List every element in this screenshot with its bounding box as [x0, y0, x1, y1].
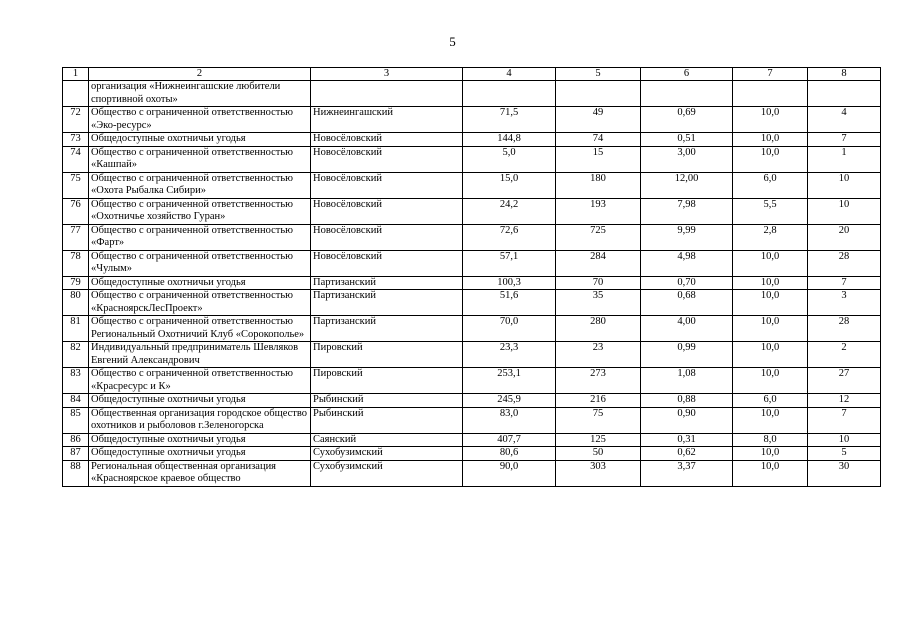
cell-col-7: 2,8	[733, 224, 808, 250]
cell-col-6: 0,88	[641, 394, 733, 408]
cell-col-5: 284	[556, 250, 641, 276]
cell-col-8: 5	[808, 447, 881, 461]
cell-col-5: 49	[556, 107, 641, 133]
organization-name: Общественная организация городское общество охотников и рыболовов г.Зеленогорска	[89, 407, 311, 433]
table-row	[63, 146, 881, 172]
district-name: Партизанский	[311, 276, 463, 290]
column-header: 8	[808, 68, 881, 81]
column-header: 1	[63, 68, 89, 81]
cell-col-7: 10,0	[733, 460, 808, 486]
cell-col-8: 7	[808, 133, 881, 147]
cell-col-4	[463, 81, 556, 107]
cell-col-6: 9,99	[641, 224, 733, 250]
cell-col-5: 74	[556, 133, 641, 147]
organization-name: Общество с ограниченной ответственностью «Фарт»	[89, 224, 311, 250]
cell-col-5: 216	[556, 394, 641, 408]
table-row	[63, 447, 881, 461]
cell-col-4: 90,0	[463, 460, 556, 486]
column-header: 3	[311, 68, 463, 81]
cell-col-7: 5,5	[733, 198, 808, 224]
organization-name: Общество с ограниченной ответственностью «Охотничье хозяйство Гуран»	[89, 198, 311, 224]
district-name: Новосёловский	[311, 224, 463, 250]
cell-col-6: 4,98	[641, 250, 733, 276]
cell-col-8: 30	[808, 460, 881, 486]
cell-col-4: 144,8	[463, 133, 556, 147]
table-row	[63, 81, 881, 107]
cell-col-5: 180	[556, 172, 641, 198]
cell-col-6: 0,62	[641, 447, 733, 461]
cell-col-6: 0,68	[641, 290, 733, 316]
row-number: 74	[63, 146, 89, 172]
cell-col-6	[641, 81, 733, 107]
cell-col-7: 10,0	[733, 342, 808, 368]
organization-name: Общество с ограниченной ответственностью Региональный Охотничий Клуб «Сорокополье»	[89, 316, 311, 342]
cell-col-8: 28	[808, 316, 881, 342]
cell-col-8: 10	[808, 198, 881, 224]
cell-col-5: 15	[556, 146, 641, 172]
organization-name: Общедоступные охотничьи угодья	[89, 133, 311, 147]
cell-col-5: 280	[556, 316, 641, 342]
cell-col-5: 193	[556, 198, 641, 224]
row-number: 85	[63, 407, 89, 433]
cell-col-7: 10,0	[733, 290, 808, 316]
district-name: Пировский	[311, 342, 463, 368]
table-row	[63, 276, 881, 290]
cell-col-8: 7	[808, 407, 881, 433]
district-name: Саянский	[311, 433, 463, 447]
table-row	[63, 394, 881, 408]
page-number: 5	[449, 34, 456, 49]
cell-col-4: 51,6	[463, 290, 556, 316]
cell-col-4: 23,3	[463, 342, 556, 368]
district-name	[311, 81, 463, 107]
cell-col-7: 10,0	[733, 250, 808, 276]
cell-col-8: 28	[808, 250, 881, 276]
column-header: 2	[89, 68, 311, 81]
cell-col-4: 70,0	[463, 316, 556, 342]
district-name: Партизанский	[311, 290, 463, 316]
organization-name: Общедоступные охотничьи угодья	[89, 276, 311, 290]
cell-col-7: 10,0	[733, 107, 808, 133]
organization-name: Общество с ограниченной ответственностью «КрасноярскЛесПроект»	[89, 290, 311, 316]
column-header: 4	[463, 68, 556, 81]
table-row	[63, 107, 881, 133]
cell-col-4: 407,7	[463, 433, 556, 447]
row-number: 77	[63, 224, 89, 250]
district-name: Новосёловский	[311, 250, 463, 276]
cell-col-8: 10	[808, 172, 881, 198]
cell-col-6: 1,08	[641, 368, 733, 394]
row-number: 83	[63, 368, 89, 394]
cell-col-6: 0,51	[641, 133, 733, 147]
cell-col-8: 1	[808, 146, 881, 172]
district-name: Новосёловский	[311, 172, 463, 198]
organization-name: Общедоступные охотничьи угодья	[89, 394, 311, 408]
organization-name: Индивидуальный предприниматель Шевляков Евгений Александрович	[89, 342, 311, 368]
organization-name: Общедоступные охотничьи угодья	[89, 447, 311, 461]
cell-col-8: 2	[808, 342, 881, 368]
cell-col-5: 23	[556, 342, 641, 368]
cell-col-5: 125	[556, 433, 641, 447]
organization-name: Общедоступные охотничьи угодья	[89, 433, 311, 447]
organization-name: Общество с ограниченной ответственностью «Кашпай»	[89, 146, 311, 172]
cell-col-7: 10,0	[733, 133, 808, 147]
cell-col-6: 3,00	[641, 146, 733, 172]
cell-col-6: 0,70	[641, 276, 733, 290]
table-row	[63, 460, 881, 486]
cell-col-6: 0,90	[641, 407, 733, 433]
district-name: Партизанский	[311, 316, 463, 342]
cell-col-8: 27	[808, 368, 881, 394]
table-body	[63, 81, 881, 487]
cell-col-6: 3,37	[641, 460, 733, 486]
cell-col-5: 70	[556, 276, 641, 290]
column-header: 5	[556, 68, 641, 81]
cell-col-7: 10,0	[733, 447, 808, 461]
row-number: 80	[63, 290, 89, 316]
cell-col-7: 10,0	[733, 146, 808, 172]
table-row	[63, 133, 881, 147]
cell-col-7: 6,0	[733, 172, 808, 198]
district-name: Пировский	[311, 368, 463, 394]
district-name: Нижнеингашский	[311, 107, 463, 133]
cell-col-6: 12,00	[641, 172, 733, 198]
cell-col-5: 35	[556, 290, 641, 316]
organization-name: Общество с ограниченной ответственностью «Эко-ресурс»	[89, 107, 311, 133]
organization-name: Общество с ограниченной ответственностью «Красресурс и К»	[89, 368, 311, 394]
table-row	[63, 342, 881, 368]
row-number: 73	[63, 133, 89, 147]
organization-name: Общество с ограниченной ответственностью «Чулым»	[89, 250, 311, 276]
cell-col-4: 245,9	[463, 394, 556, 408]
cell-col-4: 5,0	[463, 146, 556, 172]
row-number: 75	[63, 172, 89, 198]
row-number: 88	[63, 460, 89, 486]
cell-col-7: 10,0	[733, 316, 808, 342]
cell-col-4: 253,1	[463, 368, 556, 394]
cell-col-6: 0,99	[641, 342, 733, 368]
cell-col-7: 8,0	[733, 433, 808, 447]
organization-name: Региональная общественная организация «Красноярское краевое общество	[89, 460, 311, 486]
table-row	[63, 368, 881, 394]
cell-col-8: 12	[808, 394, 881, 408]
cell-col-7: 6,0	[733, 394, 808, 408]
row-number	[63, 81, 89, 107]
header-row	[63, 68, 881, 81]
cell-col-8: 7	[808, 276, 881, 290]
row-number: 87	[63, 447, 89, 461]
cell-col-5: 75	[556, 407, 641, 433]
table-row	[63, 407, 881, 433]
table-row	[63, 198, 881, 224]
table-row	[63, 316, 881, 342]
cell-col-4: 71,5	[463, 107, 556, 133]
cell-col-7: 10,0	[733, 368, 808, 394]
cell-col-7: 10,0	[733, 276, 808, 290]
organization-name: организация «Нижнеингашские любители спортивной охоты»	[89, 81, 311, 107]
cell-col-7	[733, 81, 808, 107]
district-name: Сухобузимский	[311, 447, 463, 461]
cell-col-6: 7,98	[641, 198, 733, 224]
cell-col-6: 0,69	[641, 107, 733, 133]
column-header: 7	[733, 68, 808, 81]
row-number: 76	[63, 198, 89, 224]
cell-col-5: 725	[556, 224, 641, 250]
cell-col-8: 4	[808, 107, 881, 133]
table-row	[63, 172, 881, 198]
row-number: 84	[63, 394, 89, 408]
district-name: Рыбинский	[311, 407, 463, 433]
cell-col-6: 0,31	[641, 433, 733, 447]
table-row	[63, 250, 881, 276]
organization-name: Общество с ограниченной ответственностью «Охота Рыбалка Сибири»	[89, 172, 311, 198]
data-table	[62, 67, 881, 487]
district-name: Рыбинский	[311, 394, 463, 408]
cell-col-5: 273	[556, 368, 641, 394]
row-number: 86	[63, 433, 89, 447]
cell-col-4: 24,2	[463, 198, 556, 224]
row-number: 82	[63, 342, 89, 368]
district-name: Новосёловский	[311, 146, 463, 172]
cell-col-8: 10	[808, 433, 881, 447]
cell-col-8: 3	[808, 290, 881, 316]
cell-col-4: 100,3	[463, 276, 556, 290]
cell-col-8: 20	[808, 224, 881, 250]
cell-col-6: 4,00	[641, 316, 733, 342]
cell-col-4: 80,6	[463, 447, 556, 461]
district-name: Новосёловский	[311, 133, 463, 147]
cell-col-8	[808, 81, 881, 107]
district-name: Новосёловский	[311, 198, 463, 224]
row-number: 78	[63, 250, 89, 276]
cell-col-4: 15,0	[463, 172, 556, 198]
cell-col-4: 57,1	[463, 250, 556, 276]
cell-col-7: 10,0	[733, 407, 808, 433]
cell-col-5: 50	[556, 447, 641, 461]
row-number: 81	[63, 316, 89, 342]
row-number: 72	[63, 107, 89, 133]
table-row	[63, 224, 881, 250]
cell-col-5	[556, 81, 641, 107]
cell-col-4: 83,0	[463, 407, 556, 433]
row-number: 79	[63, 276, 89, 290]
table-row	[63, 290, 881, 316]
cell-col-4: 72,6	[463, 224, 556, 250]
cell-col-5: 303	[556, 460, 641, 486]
column-header: 6	[641, 68, 733, 81]
table-row	[63, 433, 881, 447]
district-name: Сухобузимский	[311, 460, 463, 486]
